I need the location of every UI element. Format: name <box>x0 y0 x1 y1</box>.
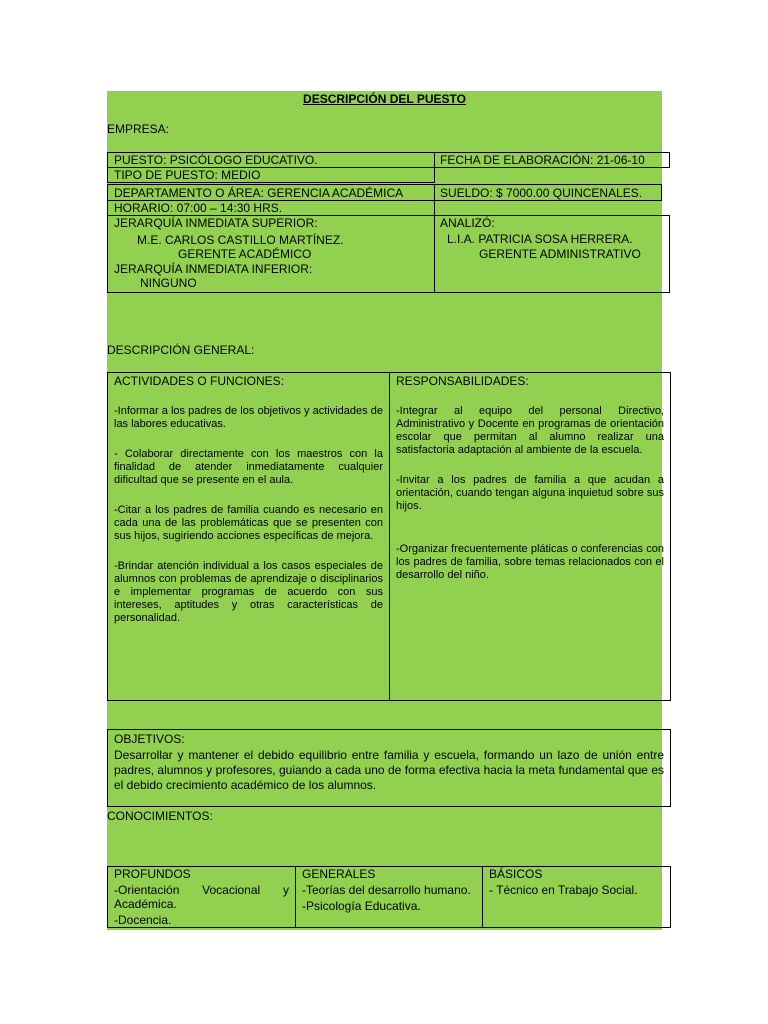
basicos-item: - Técnico en Trabajo Social. <box>489 883 638 897</box>
conocimientos-label: CONOCIMIENTOS: <box>107 809 213 823</box>
descripcion-general-label: DESCRIPCIÓN GENERAL: <box>107 343 255 357</box>
jerarquia-inferior-label: JERARQUÍA INMEDIATA INFERIOR: <box>114 262 313 276</box>
profundos-item: -Orientación Vocacional y Académica. <box>114 883 289 911</box>
fecha-cell: FECHA DE ELABORACIÓN: 21-06-10 <box>440 153 645 167</box>
generales-header: GENERALES <box>302 867 376 881</box>
objetivos-header: OBJETIVOS: <box>114 732 185 746</box>
actividad-item: -Citar a los padres de familia cuando es necesario en cada una de las problemáticas que se presenten con sus hijos, sugiriendo acciones específicas de mejora. <box>114 504 383 542</box>
analizo-name: L.I.A. PATRICIA SOSA HERRERA. <box>447 232 633 246</box>
analizo-label: ANALIZÓ: <box>440 216 495 230</box>
empresa-label: EMPRESA: <box>107 122 170 136</box>
analizo-role: GERENTE ADMINISTRATIVO <box>479 247 641 261</box>
responsabilidad-item: -Organizar frecuentemente pláticas o conferencias con los padres de familia, sobre temas relacionados con el desarrollo del niño. <box>396 543 664 581</box>
jerarquia-inferior-value: NINGUNO <box>140 276 197 290</box>
departamento-cell: DEPARTAMENTO O ÁREA: GERENCIA ACADÉMICA <box>114 186 404 200</box>
jerarquia-superior-name: M.E. CARLOS CASTILLO MARTÍNEZ. <box>137 233 344 247</box>
responsabilidades-header: RESPONSABILIDADES: <box>396 374 529 388</box>
profundos-item: -Docencia. <box>114 913 172 927</box>
jerarquia-superior-label: JERARQUÍA INMEDIATA SUPERIOR: <box>114 216 318 230</box>
responsabilidad-item: -Integrar al equipo del personal Directivo, Administrativo y Docente en programas de orientación escolar que permitan al alumno realizar una satisfactoria adaptación al ambiente de la escuela. <box>396 405 664 456</box>
generales-item: -Psicología Educativa. <box>302 899 421 913</box>
horario-cell: HORARIO: 07:00 – 14:30 HRS. <box>114 201 283 215</box>
page-title: DESCRIPCIÓN DEL PUESTO <box>303 92 466 106</box>
actividad-item: -Informar a los padres de los objetivos y actividades de las labores educativas. <box>114 405 383 430</box>
profundos-header: PROFUNDOS <box>114 867 191 881</box>
generales-item: -Teorías del desarrollo humano. <box>302 883 471 897</box>
basicos-header: BÁSICOS <box>489 867 543 881</box>
puesto-cell: PUESTO: PSICÓLOGO EDUCATIVO. <box>114 153 318 167</box>
actividades-header: ACTIVIDADES O FUNCIONES: <box>114 374 285 388</box>
jerarquia-superior-role: GERENTE ACADÉMICO <box>178 247 312 261</box>
actividad-item: -Brindar atención individual a los casos especiales de alumnos con problemas de aprendizaje o disciplinarios e implementar programas de acuerdo con sus intereses, aptitudes y otras características de personalidad. <box>114 560 383 624</box>
actividad-item: - Colaborar directamente con los maestros con la finalidad de atender inmediatamente cualquier dificultad que se presente en el aula. <box>114 448 383 486</box>
sueldo-cell: SUELDO: $ 7000.00 QUINCENALES. <box>440 186 643 200</box>
responsabilidad-item: -Invitar a los padres de familia a que acudan a orientación, cuando tengan alguna inquietud sobre sus hijos. <box>396 474 664 512</box>
tipo-puesto-cell: TIPO DE PUESTO: MEDIO <box>114 168 261 182</box>
objetivos-text: Desarrollar y mantener el debido equilibrio entre familia y escuela, formando un lazo de unión entre padres, alumnos y profesores, guiando a cada uno de forma efectiva hacia la meta fundamental que es el debido crecimiento académico de los alumnos. <box>114 748 664 792</box>
